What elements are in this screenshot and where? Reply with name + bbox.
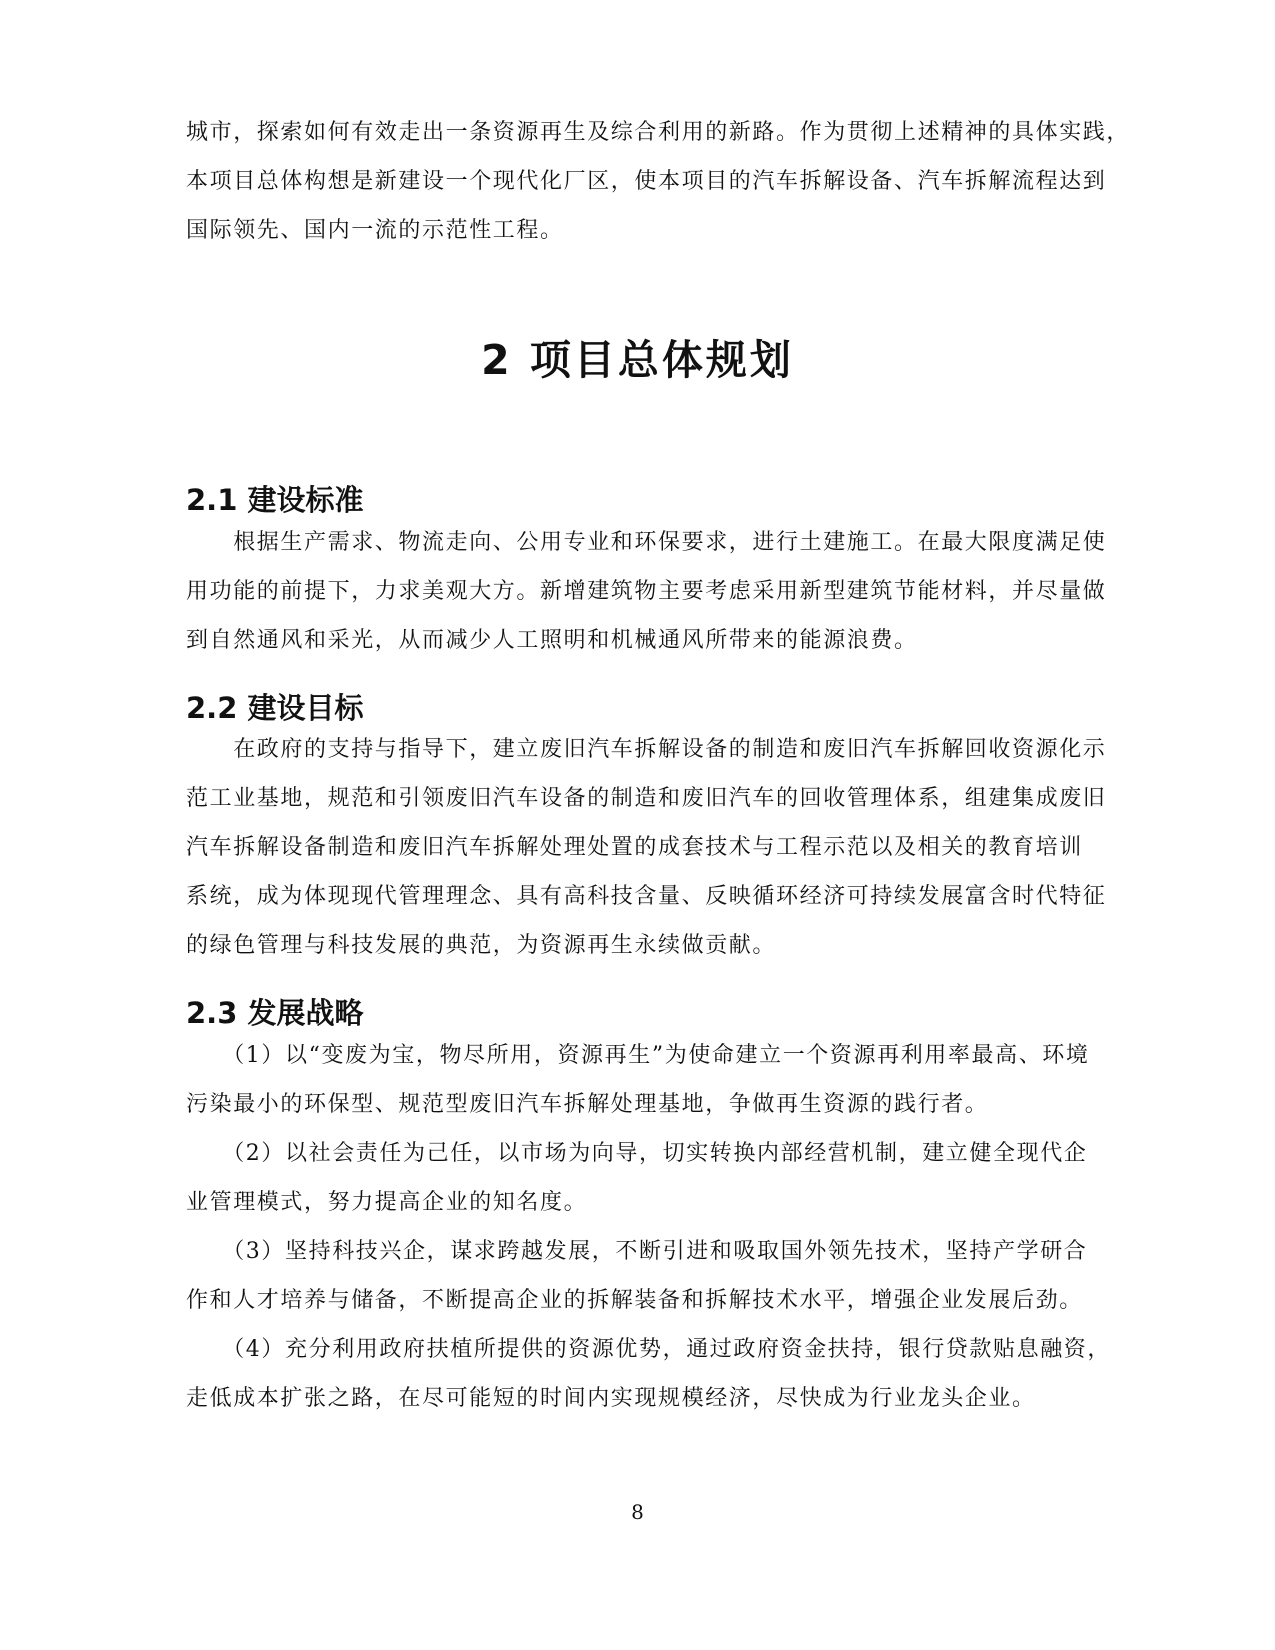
text-line: 国际领先、国内一流的示范性工程。 bbox=[186, 218, 564, 243]
page-number: 8 bbox=[631, 1500, 644, 1524]
chapter-title: 2 项目总体规划 bbox=[481, 336, 794, 384]
text-line: 城市，探索如何有效走出一条资源再生及综合利用的新路。作为贯彻上述精神的具体实践， bbox=[186, 120, 1131, 145]
text-line: 范工业基地，规范和引领废旧汽车设备的制造和废旧汽车的回收管理体系，组建集成废旧 bbox=[186, 786, 1107, 811]
section-2-3-paragraph bbox=[186, 1031, 1141, 1423]
section-heading-2-1: 2.1 建设标准 bbox=[186, 483, 364, 517]
text-line: 汽车拆解设备制造和废旧汽车拆解处理处置的成套技术与工程示范以及相关的教育培训 bbox=[186, 835, 1083, 860]
text-line: 走低成本扩张之路，在尽可能短的时间内实现规模经济，尽快成为行业龙头企业。 bbox=[186, 1386, 1036, 1411]
text-line: （3）坚持科技兴企，谋求跨越发展，不断引进和吸取国外领先技术，坚持产学研合 bbox=[186, 1239, 1088, 1264]
text-line: 根据生产需求、物流走向、公用专业和环保要求，进行土建施工。在最大限度满足使 bbox=[186, 530, 1107, 555]
text-line: 到自然通风和采光，从而减少人工照明和机械通风所带来的能源浪费。 bbox=[186, 628, 918, 653]
text-line: 污染最小的环保型、规范型废旧汽车拆解处理基地，争做再生资源的践行者。 bbox=[186, 1092, 989, 1117]
text-line: 业管理模式，努力提高企业的知名度。 bbox=[186, 1190, 588, 1215]
text-line: 在政府的支持与指导下，建立废旧汽车拆解设备的制造和废旧汽车拆解回收资源化示 bbox=[186, 737, 1107, 762]
text-line: （2）以社会责任为己任，以市场为向导，切实转换内部经营机制，建立健全现代企 bbox=[186, 1141, 1088, 1166]
text-line: 作和人才培养与储备，不断提高企业的拆解装备和拆解技术水平，增强企业发展后劲。 bbox=[186, 1288, 1083, 1313]
text-line: （4）充分利用政府扶植所提供的资源优势，通过政府资金扶持，银行贷款贴息融资， bbox=[186, 1337, 1111, 1362]
text-line: 的绿色管理与科技发展的典范，为资源再生永续做贡献。 bbox=[186, 933, 777, 958]
text-line: 用功能的前提下，力求美观大方。新增建筑物主要考虑采用新型建筑节能材料，并尽量做 bbox=[186, 579, 1107, 604]
section-2-1-paragraph bbox=[186, 518, 1141, 665]
text-line: 系统，成为体现现代管理理念、具有高科技含量、反映循环经济可持续发展富含时代特征 bbox=[186, 884, 1107, 909]
section-2-2-paragraph bbox=[186, 725, 1141, 970]
text-line: （1）以“变废为宝，物尽所用，资源再生”为使命建立一个资源再利用率最高、环境 bbox=[186, 1043, 1090, 1068]
text-line: 本项目总体构想是新建设一个现代化厂区，使本项目的汽车拆解设备、汽车拆解流程达到 bbox=[186, 169, 1107, 194]
section-heading-2-3: 2.3 发展战略 bbox=[186, 996, 364, 1030]
section-heading-2-2: 2.2 建设目标 bbox=[186, 691, 364, 725]
intro-paragraph bbox=[186, 108, 1141, 255]
